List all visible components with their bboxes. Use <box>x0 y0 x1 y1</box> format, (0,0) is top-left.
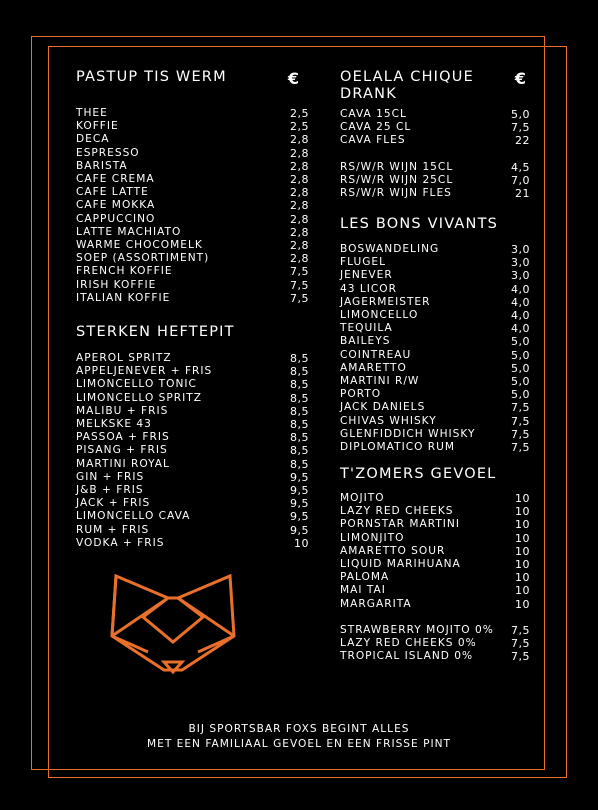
section-pastup-tis-werm <box>76 69 309 305</box>
section-oelala-chique-drank <box>340 69 530 200</box>
menu-item-name: TEQUILA <box>340 322 393 335</box>
menu-item-name: GIN + FRIS <box>76 470 145 483</box>
menu-item-price: 3,0 <box>511 243 530 256</box>
menu-item-price: 7,5 <box>511 414 530 428</box>
menu-item-name: LAZY RED CHEEKS <box>340 505 454 518</box>
menu-item-price: 8,5 <box>290 418 309 432</box>
menu-item-price: 9,5 <box>290 470 309 484</box>
menu-item-name: CAFE MOKKA <box>76 199 156 212</box>
menu-item-price: 9,5 <box>290 484 309 498</box>
menu-item-name: MALIBU + FRIS <box>76 404 169 417</box>
menu-item-name: MARTINI R/W <box>340 375 420 388</box>
menu-item-name: DIPLOMATICO RUM <box>340 441 456 454</box>
menu-item-price: 10 <box>515 558 530 572</box>
menu-item-price: 7,5 <box>511 427 530 441</box>
menu-item <box>340 492 530 505</box>
menu-item-price: 8,5 <box>290 444 309 458</box>
menu-item <box>340 243 530 256</box>
menu-item <box>76 378 309 391</box>
menu-item-price: 8,5 <box>290 391 309 405</box>
menu-item <box>76 484 309 497</box>
menu-item-name: BARISTA <box>76 159 128 172</box>
menu-item <box>76 160 309 173</box>
menu-item-name: APEROL SPRITZ <box>76 352 172 364</box>
menu-item <box>76 120 309 133</box>
menu-item-name: APPELJENEVER + FRIS <box>76 365 213 378</box>
menu-item <box>76 497 309 510</box>
menu-item-price: 7,5 <box>511 623 530 637</box>
menu-item-name: TROPICAL ISLAND 0% <box>340 650 474 663</box>
footer-tagline <box>0 722 598 752</box>
menu-item-name: LAZY RED CHEEKS 0% <box>340 637 477 650</box>
menu-item <box>340 584 530 597</box>
menu-item-name: DECA <box>76 133 110 146</box>
menu-item <box>340 322 530 335</box>
menu-item-name: STRAWBERRY MOJITO 0% <box>340 623 494 636</box>
section-header <box>340 69 530 103</box>
menu-item-name: RS/W/R WIJN 25CL <box>340 173 454 186</box>
menu-item-price: 2,8 <box>290 186 309 200</box>
menu-item-name: IRISH KOFFIE <box>76 278 157 291</box>
menu-item <box>76 418 309 431</box>
menu-item-name: 43 LICOR <box>340 282 397 295</box>
menu-item-price: 3,0 <box>511 269 530 283</box>
menu-item <box>340 296 530 309</box>
menu-item-name: AMARETTO SOUR <box>340 544 446 557</box>
menu-item <box>340 134 530 147</box>
menu-item-price: 2,8 <box>290 159 309 173</box>
menu-item <box>340 309 530 322</box>
menu-item-name: SOEP (ASSORTIMENT) <box>76 252 210 265</box>
menu-item-name: LATTE MACHIATO <box>76 225 182 238</box>
section-les-bons-vivants <box>340 216 530 454</box>
section-tzomers-gevoel <box>340 466 530 663</box>
menu-item <box>340 187 530 200</box>
menu-list <box>340 492 530 611</box>
menu-item-price: 5,0 <box>511 388 530 402</box>
menu-item <box>76 107 309 120</box>
menu-item-price: 8,5 <box>290 457 309 471</box>
menu-item-price: 2,8 <box>290 146 309 160</box>
menu-item <box>340 174 530 187</box>
menu-item-name: ITALIAN KOFFIE <box>76 291 171 304</box>
menu-item-price: 10 <box>515 584 530 598</box>
menu-item <box>76 226 309 239</box>
menu-item-name: CAFE LATTE <box>76 186 149 199</box>
section-title: LES BONS VIVANTS <box>340 216 499 232</box>
menu-item-price: 4,0 <box>511 282 530 296</box>
menu-item <box>340 650 530 663</box>
menu-item-name: LIMONJITO <box>340 531 405 544</box>
menu-item-name: RUM + FRIS <box>76 523 150 536</box>
menu-item <box>76 265 309 278</box>
section-title: T'ZOMERS GEVOEL <box>340 466 497 482</box>
menu-item-price: 7,5 <box>290 291 309 305</box>
menu-item-price: 2,8 <box>290 225 309 239</box>
menu-item <box>76 510 309 523</box>
menu-list <box>340 161 530 201</box>
menu-item-name: FLUGEL <box>340 256 387 269</box>
menu-item-name: CAVA 25 CL <box>340 121 412 134</box>
menu-item-price: 8,5 <box>290 431 309 445</box>
menu-item-name: J&B + FRIS <box>76 484 144 497</box>
menu-item-name: MELKSKE 43 <box>76 418 152 431</box>
section-header <box>76 69 309 88</box>
menu-item-price: 7,5 <box>290 265 309 279</box>
menu-item-price: 8,5 <box>290 352 309 365</box>
menu-item-price: 5,0 <box>511 348 530 362</box>
menu-item-price: 5,0 <box>511 335 530 349</box>
menu-list <box>340 624 530 664</box>
menu-item <box>76 279 309 292</box>
menu-item-price: 10 <box>515 518 530 532</box>
menu-item <box>340 375 530 388</box>
menu-item <box>76 524 309 537</box>
menu-item-price: 2,8 <box>290 252 309 266</box>
menu-item-price: 2,5 <box>290 120 309 134</box>
menu-item-name: MARGARITA <box>340 597 412 610</box>
menu-item <box>76 186 309 199</box>
menu-item-name: JAGERMEISTER <box>340 295 431 308</box>
footer-line-1: BIJ SPORTSBAR FOXS BEGINT ALLES <box>188 723 410 735</box>
currency-symbol: € <box>514 69 526 88</box>
menu-item-price: 3,0 <box>511 256 530 270</box>
menu-item-price: 8,5 <box>290 404 309 418</box>
menu-item-name: GLENFIDDICH WHISKY <box>340 427 476 440</box>
menu-item-price: 21 <box>515 187 530 201</box>
section-header <box>340 466 530 483</box>
menu-list <box>76 352 309 550</box>
menu-item-price: 2,8 <box>290 239 309 253</box>
menu-item-price: 8,5 <box>290 378 309 392</box>
menu-item-price: 10 <box>515 492 530 505</box>
menu-item-name: BAILEYS <box>340 335 391 348</box>
menu-item-price: 9,5 <box>290 497 309 511</box>
section-title-line-2: DRANK <box>340 86 397 102</box>
menu-item <box>76 405 309 418</box>
menu-item <box>340 349 530 362</box>
menu-item <box>340 545 530 558</box>
menu-item-price: 7,0 <box>511 173 530 187</box>
menu-item-price: 10 <box>515 544 530 558</box>
menu-item-price: 5,0 <box>511 108 530 121</box>
menu-item-name: LIMONCELLO TONIC <box>76 378 197 391</box>
menu-item <box>340 428 530 441</box>
menu-item-name: PISANG + FRIS <box>76 444 168 457</box>
menu-item-price: 5,0 <box>511 361 530 375</box>
section-title: STERKEN HEFTEPIT <box>76 324 235 340</box>
menu-item <box>340 388 530 401</box>
menu-item <box>340 505 530 518</box>
menu-item-name: JACK + FRIS <box>76 497 151 510</box>
menu-item <box>340 269 530 282</box>
menu-item <box>340 121 530 134</box>
menu-item-name: CAPPUCCINO <box>76 212 156 225</box>
menu-item <box>340 401 530 414</box>
menu-item-name: LIQUID MARIHUANA <box>340 558 461 571</box>
menu-item <box>76 537 309 550</box>
menu-item <box>340 362 530 375</box>
menu-item <box>76 392 309 405</box>
menu-item <box>76 431 309 444</box>
menu-item <box>340 161 530 174</box>
menu-item-name: LIMONCELLO <box>340 309 419 322</box>
section-title: PASTUP TIS WERM <box>76 69 227 85</box>
menu-item-name: JACK DANIELS <box>340 401 426 414</box>
menu-item-price: 10 <box>515 531 530 545</box>
menu-item <box>76 365 309 378</box>
menu-item-name: VODKA + FRIS <box>76 536 165 549</box>
menu-item <box>76 173 309 186</box>
menu-item <box>340 637 530 650</box>
menu-item-name: AMARETTO <box>340 361 407 374</box>
menu-item-name: FRENCH KOFFIE <box>76 265 173 278</box>
menu-item-price: 10 <box>515 597 530 611</box>
fox-head-icon <box>108 572 240 680</box>
menu-item <box>76 199 309 212</box>
menu-item <box>340 558 530 571</box>
menu-item-price: 4,0 <box>511 295 530 309</box>
menu-item-name: CAVA FLES <box>340 134 406 147</box>
menu-item-price: 7,5 <box>290 278 309 292</box>
menu-item-name: KOFFIE <box>76 120 119 133</box>
menu-item-price: 7,5 <box>511 121 530 135</box>
menu-item-price: 2,8 <box>290 199 309 213</box>
menu-item <box>340 108 530 121</box>
menu-item-name: RS/W/R WIJN 15CL <box>340 160 454 173</box>
menu-item-name: LIMONCELLO CAVA <box>76 510 191 523</box>
menu-item-price: 2,8 <box>290 173 309 187</box>
menu-item <box>340 518 530 531</box>
menu-item <box>76 147 309 160</box>
section-title-line-1: OELALA CHIQUE <box>340 69 474 85</box>
section-header <box>76 324 309 341</box>
menu-item-name: COINTREAU <box>340 348 412 361</box>
menu-item-price: 10 <box>294 536 309 550</box>
menu-item <box>76 239 309 252</box>
section-sterken-heftepit <box>76 324 309 550</box>
menu-item-name: WARME CHOCOMELK <box>76 239 203 252</box>
section-header <box>340 216 530 233</box>
menu-item-price: 2,8 <box>290 133 309 147</box>
menu-item <box>340 624 530 637</box>
menu-item <box>340 283 530 296</box>
menu-item-name: PASSOA + FRIS <box>76 431 170 444</box>
menu-item <box>340 415 530 428</box>
menu-item-name: MARTINI ROYAL <box>76 457 170 470</box>
menu-item-name: THEE <box>76 107 108 119</box>
menu-item <box>76 133 309 146</box>
menu-item <box>76 252 309 265</box>
menu-item-name: CHIVAS WHISKY <box>340 414 437 427</box>
menu-item-name: PORNSTAR MARTINI <box>340 518 460 531</box>
menu-item-price: 7,5 <box>511 401 530 415</box>
menu-item-price: 7,5 <box>511 441 530 455</box>
menu-list <box>340 108 530 148</box>
menu-item <box>340 598 530 611</box>
menu-list <box>76 107 309 305</box>
menu-item-price: 7,5 <box>511 650 530 664</box>
menu-item <box>340 441 530 454</box>
menu-item <box>76 213 309 226</box>
menu-item-price: 4,0 <box>511 322 530 336</box>
menu-item <box>340 335 530 348</box>
menu-item <box>340 256 530 269</box>
menu-item-name: CAVA 15CL <box>340 108 407 120</box>
menu-item <box>340 532 530 545</box>
menu-item-price: 4,5 <box>511 160 530 174</box>
menu-item-name: PORTO <box>340 388 382 401</box>
currency-symbol: € <box>287 69 299 88</box>
menu-item-name: ESPRESSO <box>76 146 140 159</box>
menu-item-name: MOJITO <box>340 492 385 504</box>
menu-item-name: BOSWANDELING <box>340 243 440 255</box>
menu-item-price: 2,8 <box>290 212 309 226</box>
menu-item-price: 10 <box>515 505 530 519</box>
menu-item-price: 7,5 <box>511 637 530 651</box>
menu-item-name: MAI TAI <box>340 584 386 597</box>
menu-item <box>76 444 309 457</box>
menu-item-name: LIMONCELLO SPRITZ <box>76 391 202 404</box>
menu-item-price: 8,5 <box>290 365 309 379</box>
menu-item <box>76 458 309 471</box>
menu-item-name: RS/W/R WIJN FLES <box>340 187 452 200</box>
menu-item-price: 2,5 <box>290 107 309 120</box>
menu-item-price: 22 <box>515 134 530 148</box>
menu-item-name: PALOMA <box>340 571 390 584</box>
menu-item <box>76 292 309 305</box>
menu-item-price: 9,5 <box>290 510 309 524</box>
menu-list <box>340 243 530 454</box>
menu-item-name: JENEVER <box>340 269 393 282</box>
menu-item <box>340 571 530 584</box>
menu-item-name: CAFE CREMA <box>76 173 155 186</box>
menu-item-price: 9,5 <box>290 523 309 537</box>
menu-item-price: 10 <box>515 571 530 585</box>
menu-item <box>76 352 309 365</box>
footer-line-2: MET EEN FAMILIAAL GEVOEL EN EEN FRISSE PINT <box>147 738 451 750</box>
menu-item-price: 5,0 <box>511 375 530 389</box>
menu-item <box>76 471 309 484</box>
menu-item-price: 4,0 <box>511 309 530 323</box>
